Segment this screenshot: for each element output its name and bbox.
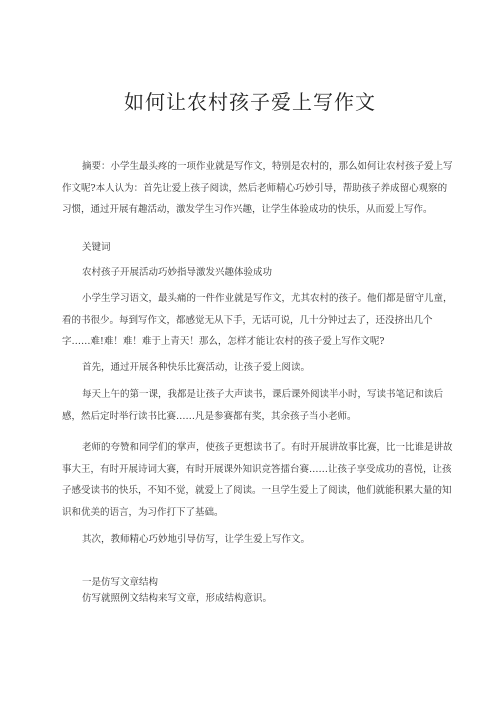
keyword-label: 关键词 (82, 242, 111, 253)
section-one-heading: 一是仿写文章结构 (82, 577, 159, 588)
intro-paragraph: 小学生学习语文，最头痛的一件作业就是写作文，尤其农村的孩子。他们都是留守儿童，看的书很少。每到写作文，都感觉无从下手，无话可说，几十分钟过去了，还没挤出几个字……难!难！难！难于上青天！那么，怎样才能让农村的孩子爱上写作文呢? (62, 293, 453, 347)
first-point-paragraph: 首先，通过开展各种快乐比赛活动，让孩子爱上阅读。 (82, 362, 311, 373)
abstract-paragraph: 摘要：小学生最头疼的一项作业就是写作文，特别是农村的，那么如何让农村孩子爱上写作文呢?本人认为：首先让爱上孩子阅读，然后老师精心巧妙引导，帮助孩子养成留心观察的习惯，通过开展有趣活动，激发学生习作兴趣，让学生体验成功的快乐，从而爱上写作。 (62, 161, 453, 215)
daily-practice-paragraph: 每天上午的第一课，我都是让孩子大声读书，课后课外阅读半小时，写读书笔记和读后感，然后定时举行读书比赛……凡是参赛都有奖，其余孩子当小老师。 (62, 389, 444, 422)
praise-paragraph: 老师的夸赞和同学们的掌声，使孩子更想读书了。有时开展讲故事比赛，比一比谁是讲故事大王，有时开展诗词大赛，有时开展课外知识竞答擂台赛……让孩子享受成功的喜悦，让孩子感受读书的快乐，不知不觉，就爱上了阅读。一旦学生爱上了阅读，他们就能积累大量的知识和优美的语言，为习作打下了基础。 (62, 442, 453, 518)
imitate-paragraph: 仿写就照例文结构来写文章，形成结构意识。 (82, 593, 273, 604)
keywords-text: 农村孩子开展活动巧妙指导激发兴趣体验成功 (82, 267, 273, 278)
document-title: 如何让农村孩子爱上写作文 (124, 90, 376, 114)
second-point-paragraph: 其次，教师精心巧妙地引导仿写，让学生爱上写作文。 (82, 534, 311, 545)
